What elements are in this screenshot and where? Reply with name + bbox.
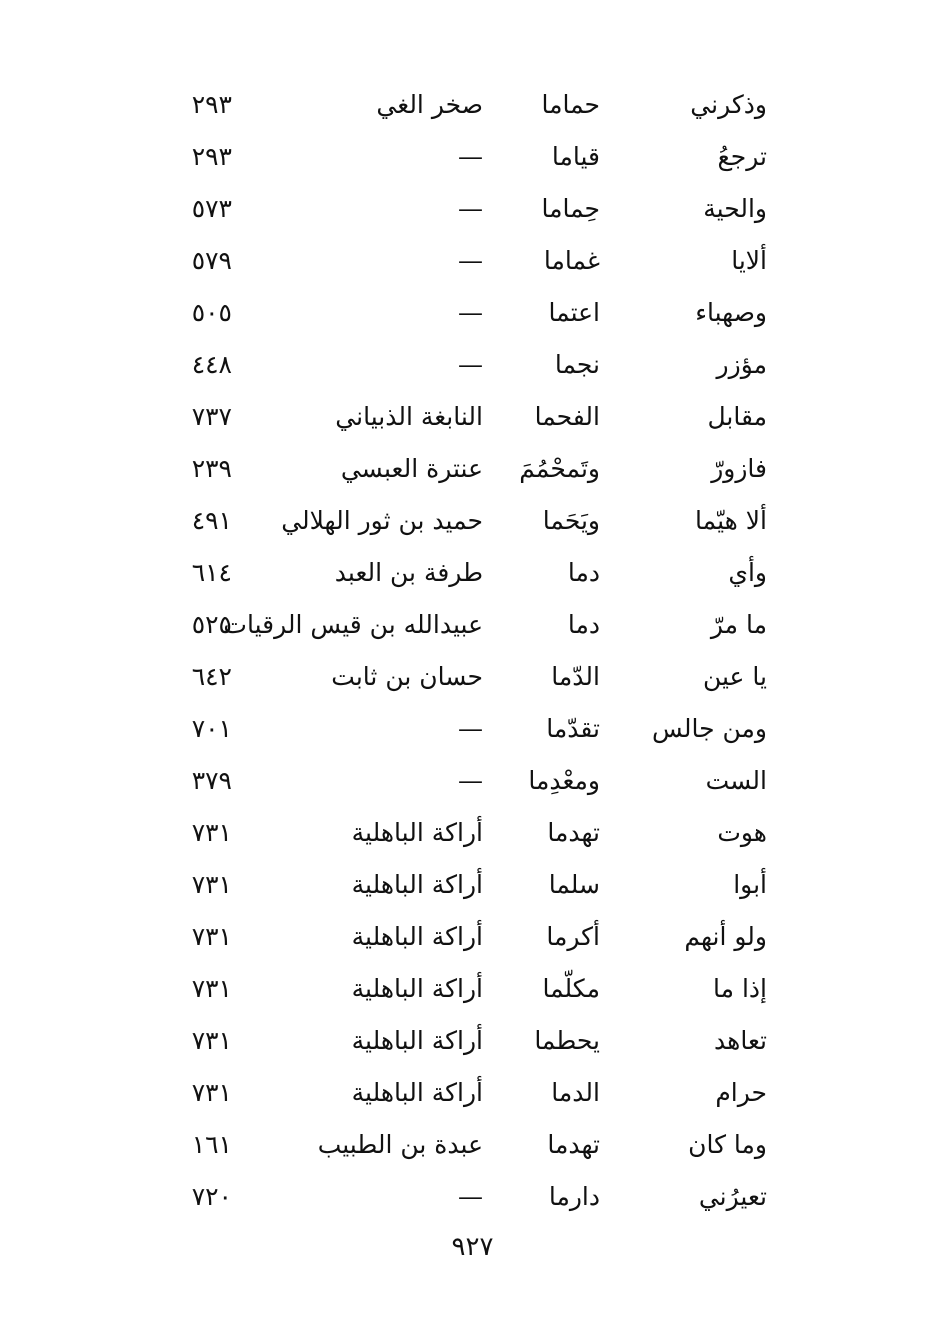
page-reference: ٢٩٣ (191, 142, 232, 171)
rhyme-word: اعتما (548, 298, 600, 327)
index-row (0, 79, 945, 131)
index-row (0, 443, 945, 495)
rhyme-word: تهدما (547, 1130, 600, 1159)
index-row (0, 651, 945, 703)
first-word: وذكرني (690, 90, 767, 119)
first-word: ولو أنهم (684, 922, 767, 951)
first-word: فازورّ (711, 454, 767, 483)
page-reference: ٦١٤ (191, 558, 232, 587)
rhyme-word: غماما (543, 246, 600, 275)
poet-name: النابغة الذبياني (335, 402, 483, 431)
first-word: إذا ما (713, 974, 767, 1003)
index-row (0, 391, 945, 443)
poet-name: حميد بن ثور الهلالي (281, 506, 483, 535)
first-word: مؤزر (716, 350, 767, 379)
first-word: وما كان (688, 1130, 767, 1159)
page-reference: ٥٧٣ (191, 194, 232, 223)
index-row (0, 1015, 945, 1067)
rhyme-word: دما (567, 610, 600, 639)
poet-name: — (458, 194, 483, 223)
first-word: يا عين (702, 662, 767, 691)
rhyme-word: أكرما (546, 922, 600, 951)
page-reference: ٢٩٣ (191, 90, 232, 119)
first-word: أبوا (733, 870, 767, 899)
first-word: الست (705, 766, 767, 795)
poet-name: أراكة الباهلية (351, 922, 483, 951)
page-reference: ٧٣١ (191, 922, 232, 951)
rhyme-word: ومعْدِما (528, 766, 600, 795)
index-row (0, 703, 945, 755)
poet-name: حسان بن ثابت (331, 662, 483, 691)
page-reference: ٤٩١ (191, 506, 232, 535)
page-reference: ٧٣١ (191, 818, 232, 847)
first-word: وأي (728, 558, 767, 587)
poet-name: طرفة بن العبد (334, 558, 483, 587)
first-word: ألا هيّما (695, 506, 767, 535)
page-reference: ٧٣١ (191, 870, 232, 899)
index-row (0, 1119, 945, 1171)
poet-name: — (458, 766, 483, 795)
page-number: ٩٢٧ (451, 1232, 494, 1262)
first-word: حرام (715, 1078, 767, 1107)
rhyme-word: ويَحَما (542, 506, 600, 535)
rhyme-word: مكلّما (542, 974, 600, 1003)
page-reference: ٧٢٠ (191, 1182, 232, 1211)
first-word: تعيرُني (698, 1182, 767, 1211)
page-reference: ٧٣٧ (191, 402, 232, 431)
page-reference: ٢٣٩ (191, 454, 232, 483)
poet-name: عنترة العبسي (340, 454, 483, 483)
first-word: ومن جالس (651, 714, 767, 743)
poet-name: عبدة بن الطبيب (317, 1130, 483, 1159)
rhyme-word: حِماما (541, 194, 600, 223)
first-word: تعاهد (714, 1026, 767, 1055)
rhyme-word: سلما (548, 870, 600, 899)
index-row (0, 547, 945, 599)
page-reference: ٧٠١ (191, 714, 232, 743)
page-reference: ١٦١ (191, 1130, 232, 1159)
poet-name: — (458, 1182, 483, 1211)
poet-name: — (458, 714, 483, 743)
first-word: ألايا (731, 246, 767, 275)
rhyme-word: يحطما (534, 1026, 600, 1055)
page-reference: ٧٣١ (191, 974, 232, 1003)
page-reference: ٥٠٥ (191, 298, 232, 327)
page-reference: ٣٧٩ (191, 766, 232, 795)
poet-name: أراكة الباهلية (351, 1078, 483, 1107)
poet-name: أراكة الباهلية (351, 870, 483, 899)
rhyme-word: الدّما (551, 662, 600, 691)
index-row (0, 183, 945, 235)
poet-name: أراكة الباهلية (351, 1026, 483, 1055)
index-row (0, 1067, 945, 1119)
rhyme-word: قياما (551, 142, 600, 171)
page-reference: ٤٤٨ (191, 350, 232, 379)
index-row (0, 339, 945, 391)
index-row (0, 287, 945, 339)
poetry-index-table (0, 79, 945, 1223)
rhyme-word: تهدما (547, 818, 600, 847)
index-row (0, 807, 945, 859)
index-row (0, 235, 945, 287)
page-reference: ٧٣١ (191, 1078, 232, 1107)
rhyme-word: وتَمحْمُمَ (519, 454, 600, 483)
page-reference: ٥٧٩ (191, 246, 232, 275)
first-word: ما مرّ (710, 610, 767, 639)
rhyme-word: دما (567, 558, 600, 587)
rhyme-word: تقدّما (546, 714, 600, 743)
index-row (0, 1171, 945, 1223)
first-word: مقابل (707, 402, 767, 431)
index-row (0, 131, 945, 183)
index-row (0, 495, 945, 547)
rhyme-word: الفحما (534, 402, 600, 431)
page-reference: ٧٣١ (191, 1026, 232, 1055)
poet-name: عبيدالله بن قيس الرقيات (223, 610, 483, 639)
first-word: وصهباء (695, 298, 767, 327)
first-word: والحية (703, 194, 767, 223)
index-row (0, 911, 945, 963)
poet-name: أراكة الباهلية (351, 818, 483, 847)
first-word: ترجعُ (717, 142, 767, 171)
rhyme-word: حماما (541, 90, 600, 119)
poet-name: — (458, 246, 483, 275)
poet-name: — (458, 350, 483, 379)
page-reference: ٦٤٢ (191, 662, 232, 691)
index-row (0, 963, 945, 1015)
index-row (0, 599, 945, 651)
poet-name: صخر الغي (376, 90, 483, 119)
page-reference: ٥٢٥ (191, 610, 232, 639)
rhyme-word: دارما (548, 1182, 600, 1211)
index-row (0, 755, 945, 807)
poet-name: — (458, 298, 483, 327)
first-word: هوت (717, 818, 767, 847)
index-row (0, 859, 945, 911)
rhyme-word: نجما (554, 350, 600, 379)
rhyme-word: الدما (551, 1078, 600, 1107)
poet-name: أراكة الباهلية (351, 974, 483, 1003)
poet-name: — (458, 142, 483, 171)
